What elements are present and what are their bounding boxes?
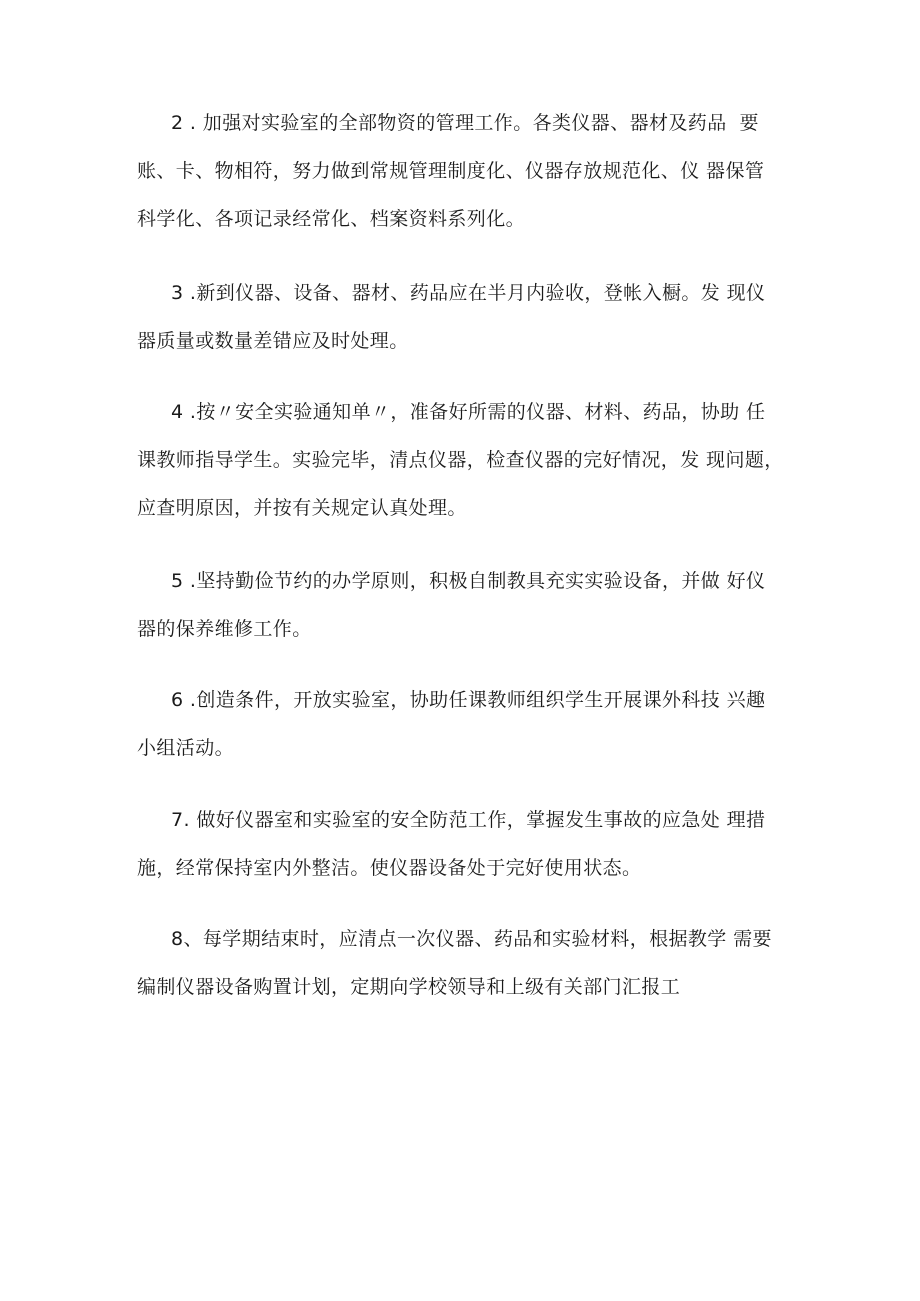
paragraph-line: 5 .坚持勤俭节约的办学原则，积极自制教具充实实验设备，并做 好仪 <box>171 570 766 592</box>
paragraph-item-5 <box>137 557 787 653</box>
paragraph-line: 编制仪器设备购置计划，定期向学校领导和上级有关部门汇报工 <box>137 976 681 998</box>
paragraph-line: 应查明原因，并按有关规定认真处理。 <box>137 497 467 519</box>
paragraph-line: 施，经常保持室内外整洁。使仪器设备处于完好使用状态。 <box>137 857 642 879</box>
paragraph-line: 6 .创造条件，开放实验室，协助任课教师组织学生开展课外科技 兴趣 <box>171 689 766 711</box>
paragraph-item-4 <box>137 388 787 532</box>
paragraph-item-2 <box>137 99 787 243</box>
paragraph-line: 8、每学期结束时，应清点一次仪器、药品和实验材料，根据教学 需要 <box>171 928 772 950</box>
paragraph-line: 课教师指导学生。实验完毕，清点仪器，检查仪器的完好情况，发 现问题， <box>137 449 784 471</box>
paragraph-line: 7. 做好仪器室和实验室的安全防范工作，掌握发生事故的应急处 理措 <box>171 809 766 831</box>
paragraph-line: 账、卡、物相符，努力做到常规管理制度化、仪器存放规范化、仪 器保管 <box>137 160 765 182</box>
paragraph-item-7 <box>137 796 787 892</box>
paragraph-line: 小组活动。 <box>137 737 235 759</box>
paragraph-line: 2 . 加强对实验室的全部物资的管理工作。各类仪器、器材及药品 要 <box>171 112 759 134</box>
paragraph-item-8 <box>137 915 787 1011</box>
paragraph-line: 科学化、各项记录经常化、档案资料系列化。 <box>137 208 526 230</box>
paragraph-line: 器的保养维修工作。 <box>137 618 312 640</box>
paragraph-line: 3 .新到仪器、设备、器材、药品应在半月内验收，登帐入橱。发 现仪 <box>171 282 766 304</box>
paragraph-item-6 <box>137 676 787 772</box>
paragraph-item-3 <box>137 269 787 365</box>
paragraph-line: 器质量或数量差错应及时处理。 <box>137 330 409 352</box>
paragraph-line: 4 .按〃安全实验通知单〃，准备好所需的仪器、材料、药品，协助 任 <box>171 401 766 423</box>
